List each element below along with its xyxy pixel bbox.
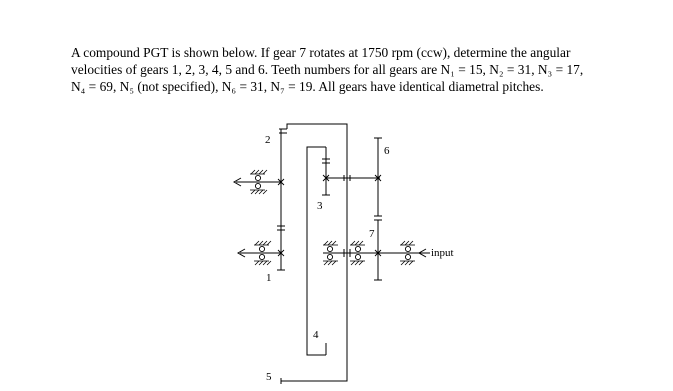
label-gear-2: 2 <box>265 134 271 146</box>
ground-hatch-marks <box>250 170 415 265</box>
bearing-center-right-top <box>355 246 360 251</box>
label-gear-6: 6 <box>384 145 390 157</box>
gear-3 <box>322 147 330 195</box>
gear-2 <box>279 129 287 182</box>
bearings <box>255 175 410 259</box>
bearing-left-upper-top <box>255 175 260 180</box>
gear-labels <box>265 134 454 383</box>
bearing-right-bottom <box>405 254 410 259</box>
gear-6 <box>374 138 382 220</box>
bearing-center-right-bottom <box>355 254 360 259</box>
problem-line-2: velocities of gears 1, 2, 3, 4, 5 and 6. Teeth numbers for all gears are N₁ = 15, N₂ = 31, N₃ = 17, <box>71 62 584 77</box>
problem-line-3: N₄ = 69, N₅ (not specified), N₆ = 31, N₇ = 19. All gears have identical diametral pitches. <box>71 79 544 94</box>
label-input: input <box>431 247 454 259</box>
problem-line-1: A compound PGT is shown below. If gear 7 rotates at 1750 rpm (ccw), determine the angular <box>71 45 571 60</box>
gear-5-frame <box>281 124 347 384</box>
bearing-center-left-top <box>327 246 332 251</box>
label-gear-4: 4 <box>313 329 319 341</box>
bearing-center-left-bottom <box>327 254 332 259</box>
bearing-left-upper-bottom <box>255 183 260 188</box>
label-gear-5: 5 <box>266 371 272 383</box>
gear-4 <box>307 147 326 355</box>
bearing-right-top <box>405 246 410 251</box>
gear-1 <box>277 182 285 270</box>
bearing-left-lower-top <box>259 246 264 251</box>
label-gear-3: 3 <box>317 200 323 212</box>
label-gear-7: 7 <box>369 228 375 240</box>
label-gear-1: 1 <box>266 272 272 284</box>
bearing-left-lower-bottom <box>259 254 264 259</box>
